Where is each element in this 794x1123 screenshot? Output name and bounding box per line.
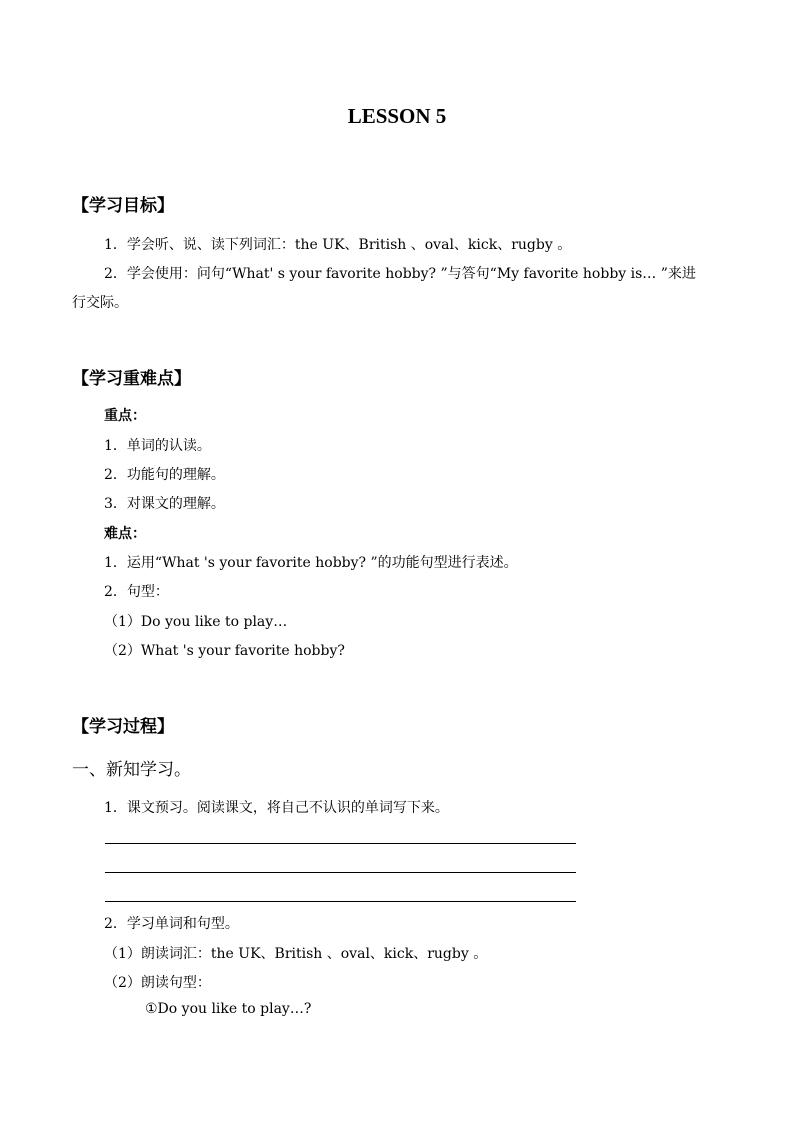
pattern-item-1: （1）Do you like to play… <box>104 614 288 630</box>
step-2-sub-2: （2）朗读句型： <box>104 975 211 991</box>
section-heading-process: 【学习过程】 <box>72 717 174 737</box>
part-1-heading: 一、新知学习。 <box>72 760 191 780</box>
goal-item-1: 1．学会听、说、读下列词汇：the UK、British 、oval、kick、rugby 。 <box>104 237 572 253</box>
focus-item-1: 1．单词的认读。 <box>104 438 211 454</box>
page-title: LESSON 5 <box>347 104 447 128</box>
answer-line-1 <box>105 843 576 844</box>
section-heading-key-points: 【学习重难点】 <box>72 369 191 389</box>
step-2-sub-1: （1）朗读词汇：the UK、British 、oval、kick、rugby 。 <box>104 946 488 962</box>
section-heading-goals: 【学习目标】 <box>72 196 174 216</box>
answer-line-2 <box>105 872 576 873</box>
focus-item-3: 3．对课文的理解。 <box>104 496 225 512</box>
difficulty-item-2: 2．句型： <box>104 584 169 600</box>
difficulty-label: 难点： <box>104 526 146 542</box>
step-2: 2．学习单词和句型。 <box>104 916 239 932</box>
goal-item-2-line-2: 行交际。 <box>72 295 128 311</box>
answer-line-3 <box>105 901 576 902</box>
pattern-item-2: （2）What 's your favorite hobby? <box>104 643 345 659</box>
focus-item-2: 2．功能句的理解。 <box>104 467 225 483</box>
difficulty-item-1: 1．运用“What 's your favorite hobby? ”的功能句型进行表述。 <box>104 555 518 571</box>
goal-item-2-line-1: 2．学会使用：问句“What' s your favorite hobby? ”与答句“My favorite hobby is… ”来进 <box>104 266 696 282</box>
step-1: 1．课文预习。阅读课文，将自己不认识的单词写下来。 <box>104 800 449 816</box>
step-2-pattern-1: ①Do you like to play…? <box>145 1001 312 1017</box>
focus-label: 重点： <box>104 408 146 424</box>
